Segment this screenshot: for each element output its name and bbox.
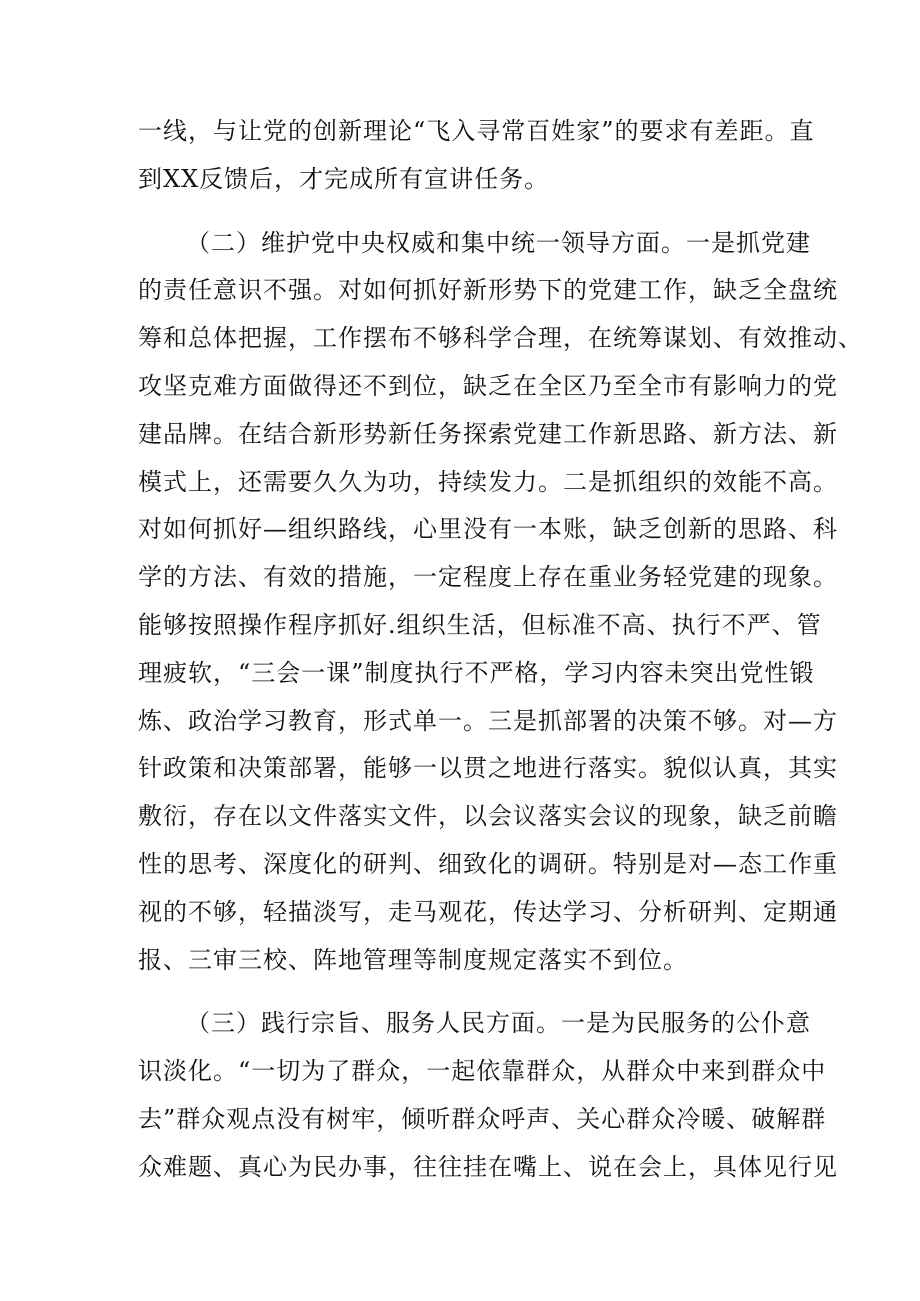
text-line: 能够按照操作程序抓好.组织生活，但标准不高、执行不严、管: [138, 610, 822, 639]
text-line: （二）维护党中央权威和集中统一领导方面。一是抓党建: [186, 228, 811, 257]
document-body: [138, 108, 863, 1192]
paragraph-3: [138, 1000, 838, 1191]
text-line: 去”群众观点没有树牢，倾听群众呼声、关心群众冷暖、破解群: [138, 1104, 827, 1133]
text-line: 攻坚克难方面做得还不到位，缺乏在全区乃至全市有影响力的党: [138, 371, 838, 400]
text-line: 的责任意识不强。对如何抓好新形势下的党建工作，缺乏全盘统: [138, 276, 838, 305]
text-line: 对如何抓好—组织路线，心里没有一本账，缺乏创新的思路、科: [138, 515, 838, 544]
paragraph-1: [138, 108, 815, 204]
paragraph-2: [138, 220, 863, 985]
text-line: 敷衍，存在以文件落实文件，以会议落实会议的现象，缺乏前瞻: [138, 802, 838, 831]
text-line: 模式上，还需要久久为功，持续发力。二是抓组织的效能不高。: [138, 467, 838, 496]
text-line: 性的思考、深度化的研判、细致化的调研。特别是对—态工作重: [138, 849, 838, 878]
paragraph-spacer: [138, 984, 798, 1000]
text-line: 识淡化。“一切为了群众，一起依靠群众，从群众中来到群众中: [138, 1057, 827, 1086]
text-line: 到XX反馈后，才完成所有宣讲任务。: [138, 164, 550, 193]
text-line: 筹和总体把握，工作摆布不够科学合理，在统筹谋划、有效推动、: [138, 324, 863, 353]
text-line: 报、三审三校、阵地管理等制度规定落实不到位。: [138, 945, 688, 974]
paragraph-spacer: [138, 204, 798, 220]
text-line: 视的不够，轻描淡写，走马观花，传达学习、分析研判、定期通: [138, 897, 838, 926]
text-line: 炼、政治学习教育，形式单一。三是抓部署的决策不够。对—方: [138, 706, 838, 735]
text-line: 理疲软，“三会一课”制度执行不严格，学习内容未突出党性锻: [138, 658, 815, 687]
text-line: （三）践行宗旨、服务人民方面。一是为民服务的公仆意: [186, 1009, 811, 1038]
text-line: 众难题、真心为民办事，往往挂在嘴上、说在会上，具体见行见: [138, 1152, 838, 1181]
text-line: 学的方法、有效的措施，一定程度上存在重业务轻党建的现象。: [138, 563, 838, 592]
text-line: 针政策和决策部署，能够一以贯之地进行落实。貌似认真，其实: [138, 754, 838, 783]
text-line: 一线，与让党的创新理论“飞入寻常百姓家”的要求有差距。直: [138, 117, 815, 145]
text-line: 建品牌。在结合新形势新任务探索党建工作新思路、新方法、新: [138, 419, 838, 448]
